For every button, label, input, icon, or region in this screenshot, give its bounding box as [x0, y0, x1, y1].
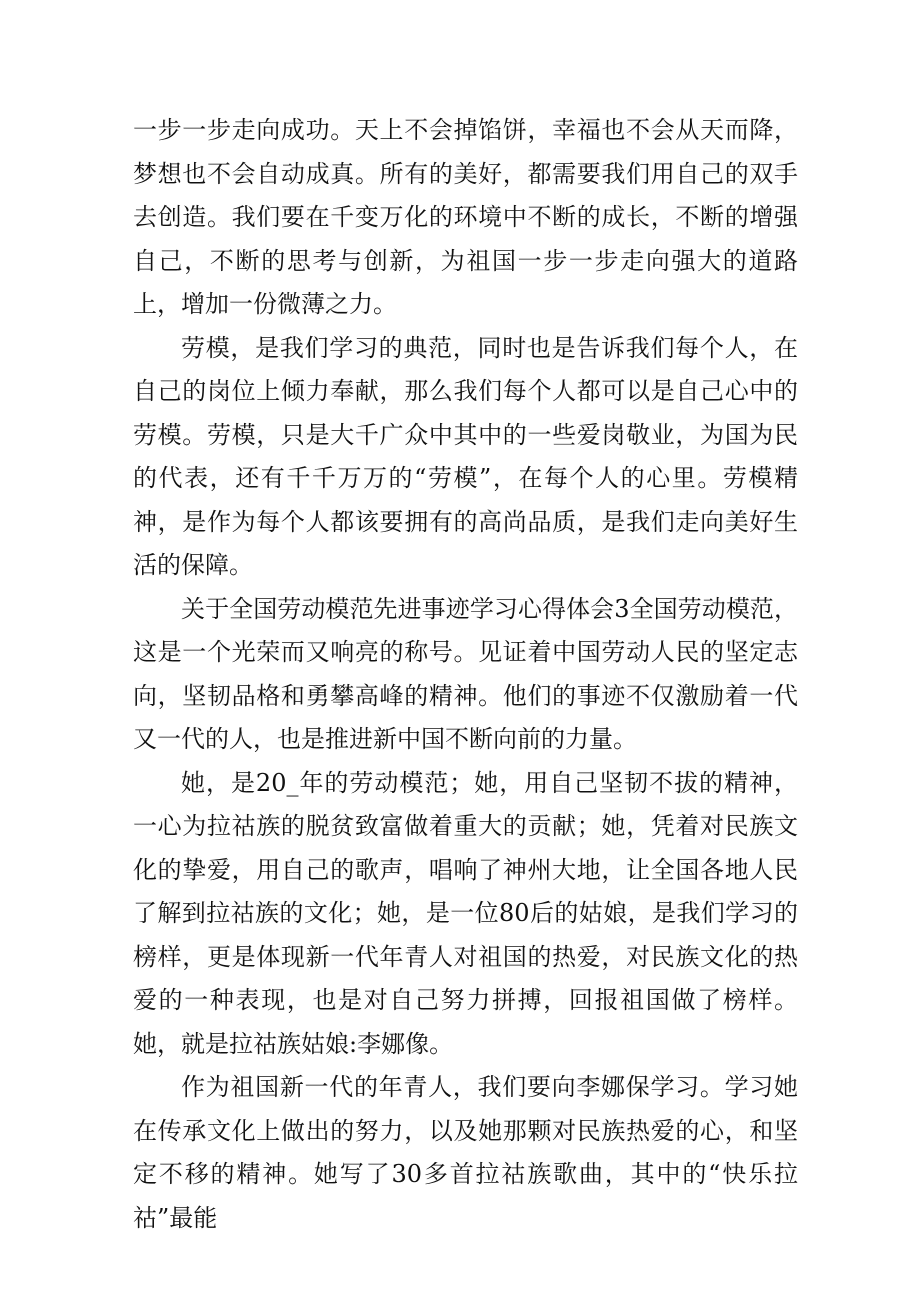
- paragraph-4: 她，是20_年的劳动模范；她，用自己坚韧不拔的精神，一心为拉祜族的脱贫致富做着重大的贡献；她，凭着对民族文化的挚爱，用自己的歌声，唱响了神州大地，让全国各地人民了解到拉祜族的文化；她，是一位80后的姑娘，是我们学习的榜样，更是体现新一代年青人对祖国的热爱，对民族文化的热爱的一种表现，也是对自己努力拼搏，回报祖国做了榜样。她，就是拉祜族姑娘:李娜像。: [133, 768, 798, 1058]
- paragraph-5: 作为祖国新一代的年青人，我们要向李娜保学习。学习她在传承文化上做出的努力，以及她那颗对民族热爱的心，和坚定不移的精神。她写了30多首拉祜族歌曲，其中的“快乐拉祜”最能: [133, 1073, 798, 1232]
- paragraph-1: 一步一步走向成功。天上不会掉馅饼，幸福也不会从天而降，梦想也不会自动成真。所有的美好，都需要我们用自己的双手去创造。我们要在千变万化的环境中不断的成长，不断的增强自己，不断的思考与创新，为祖国一步一步走向强大的道路上，增加一份微薄之力。: [133, 116, 798, 318]
- document-body: [133, 109, 798, 1240]
- paragraph-3: 关于全国劳动模范先进事迹学习心得体会3全国劳动模范，这是一个光荣而又响亮的称号。见证着中国劳动人民的坚定志向，坚韧品格和勇攀高峰的精神。他们的事迹不仅激励着一代又一代的人，也是推进新中国不断向前的力量。: [133, 594, 798, 753]
- paragraph-2: 劳模，是我们学习的典范，同时也是告诉我们每个人，在自己的岗位上倾力奉献，那么我们每个人都可以是自己心中的劳模。劳模，只是大千广众中其中的一些爱岗敬业，为国为民的代表，还有千千万万的“劳模”，在每个人的心里。劳模精神，是作为每个人都该要拥有的高尚品质，是我们走向美好生活的保障。: [133, 333, 798, 579]
